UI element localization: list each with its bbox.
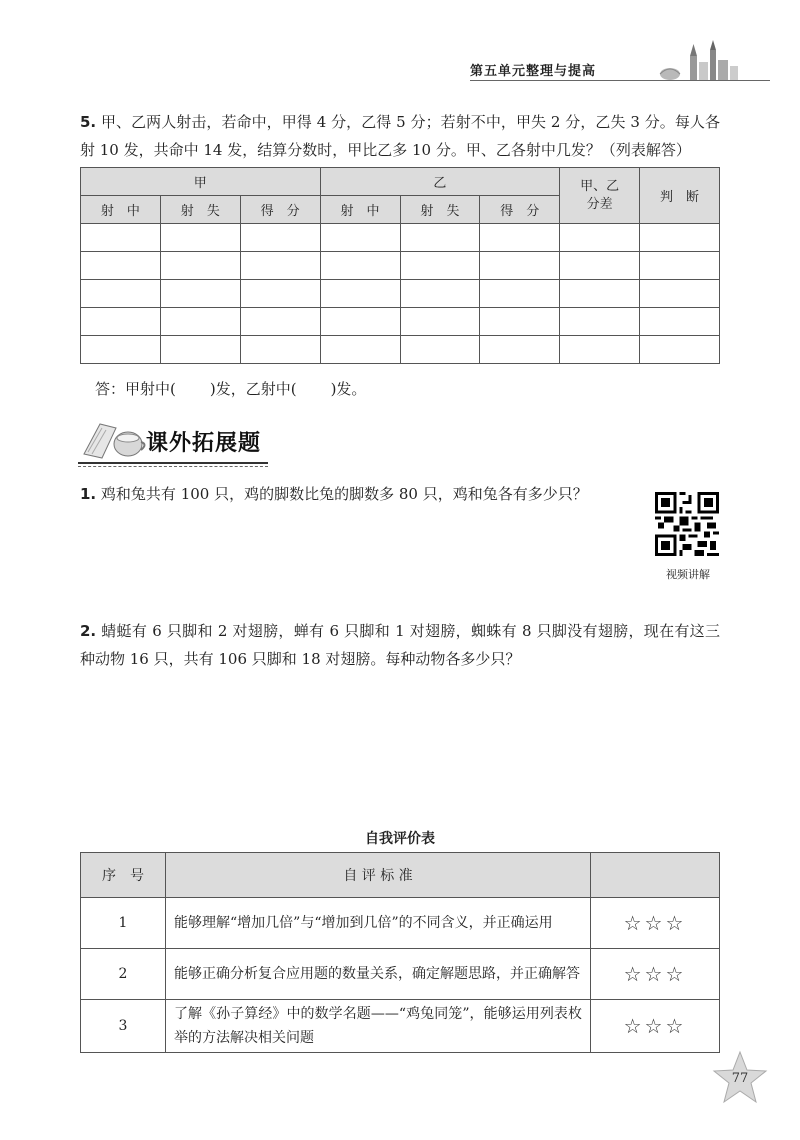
answer-cell[interactable]: [640, 280, 720, 308]
answer-cell[interactable]: [160, 336, 240, 364]
answer-cell[interactable]: [81, 308, 161, 336]
answer-cell[interactable]: [81, 252, 161, 280]
answer-cell[interactable]: [480, 308, 560, 336]
question-5-number: 5.: [80, 113, 97, 131]
answer-cell[interactable]: [320, 308, 400, 336]
answer-cell[interactable]: [560, 308, 640, 336]
answer-cell[interactable]: [81, 224, 161, 252]
answer-cell[interactable]: [640, 308, 720, 336]
answer-cell[interactable]: [480, 336, 560, 364]
table-row: [81, 280, 720, 308]
answer-cell[interactable]: [320, 224, 400, 252]
answer-cell[interactable]: [240, 252, 320, 280]
score-diff-header: [560, 168, 640, 224]
eval-header-number: 序 号: [81, 853, 166, 898]
answer-cell[interactable]: [320, 336, 400, 364]
answer-cell[interactable]: [400, 280, 480, 308]
extension-question-1-text: 鸡和兔共有 100 只，鸡的脚数比兔的脚数多 80 只，鸡和兔各有多少只？: [100, 485, 588, 503]
star-rating[interactable]: ☆☆☆: [591, 898, 720, 949]
extension-question-2-number: 2.: [80, 622, 97, 640]
eval-row-standard: 能够理解“增加几倍”与“增加到几倍”的不同含义，并正确运用: [166, 898, 591, 949]
table-row: [81, 1000, 720, 1053]
header-unit: 第五单元: [470, 63, 527, 79]
sub-header: 得 分: [480, 196, 560, 224]
answer-suffix: )发。: [330, 380, 367, 398]
sub-header: 射 中: [81, 196, 161, 224]
table-row: [81, 898, 720, 949]
self-eval-title: 自我评价表: [365, 831, 435, 847]
answer-cell[interactable]: [320, 280, 400, 308]
answer-cell[interactable]: [400, 252, 480, 280]
answer-cell[interactable]: [160, 224, 240, 252]
star-rating[interactable]: ☆☆☆: [591, 1000, 720, 1053]
question-5-text: 甲、乙两人射击，若命中，甲得 4 分，乙得 5 分；若射不中，甲失 2 分，乙失 3 分。每人各射 10 发，共命中 14 发，结算分数时，甲比乙多 10 分。甲、乙各射中几发？（列表解答）: [80, 113, 720, 159]
eval-row-number: 3: [81, 1000, 166, 1053]
group-b-header: 乙: [320, 168, 560, 196]
group-a-header: 甲: [81, 168, 321, 196]
eval-row-standard: 了解《孙子算经》中的数学名题——“鸡兔同笼”，能够运用列表枚举的方法解决相关问题: [166, 1000, 591, 1053]
answer-cell[interactable]: [81, 280, 161, 308]
sub-header: 射 中: [320, 196, 400, 224]
section-heading: [78, 418, 338, 466]
header-topic: 整理与提高: [526, 63, 597, 79]
answer-line: [95, 378, 366, 399]
eval-header-standard: 自 评 标 准: [166, 853, 591, 898]
answer-cell[interactable]: [480, 280, 560, 308]
score-diff-line1: 甲、乙: [580, 178, 620, 194]
section-title: 课外拓展题: [146, 431, 262, 456]
table-row: [81, 224, 720, 252]
table-row: [81, 252, 720, 280]
answer-cell[interactable]: [240, 280, 320, 308]
answer-cell[interactable]: [240, 336, 320, 364]
answer-cell[interactable]: [400, 336, 480, 364]
question-5: [80, 108, 720, 164]
eval-header-rating: [591, 853, 720, 898]
sub-header: 得 分: [240, 196, 320, 224]
page-number: 77: [731, 1071, 749, 1086]
answer-cell[interactable]: [640, 252, 720, 280]
qr-code-icon[interactable]: [655, 492, 719, 556]
answer-cell[interactable]: [240, 308, 320, 336]
eval-row-number: 1: [81, 898, 166, 949]
answer-cell[interactable]: [240, 224, 320, 252]
extension-question-2: [80, 617, 720, 673]
qr-caption: 视频讲解: [666, 568, 710, 581]
table-row: [81, 949, 720, 1000]
table-row: [81, 336, 720, 364]
answer-middle: )发，乙射中(: [209, 380, 297, 398]
answer-cell[interactable]: [560, 252, 640, 280]
score-diff-line2: 分差: [586, 196, 613, 212]
answer-cell[interactable]: [400, 308, 480, 336]
book-and-cup-icon: [78, 418, 148, 464]
extension-question-1: [80, 480, 640, 508]
building-illustration-icon: [650, 40, 740, 82]
answer-cell[interactable]: [560, 336, 640, 364]
answer-cell[interactable]: [320, 252, 400, 280]
answer-cell[interactable]: [640, 224, 720, 252]
answer-cell[interactable]: [480, 252, 560, 280]
answer-cell[interactable]: [81, 336, 161, 364]
star-rating[interactable]: ☆☆☆: [591, 949, 720, 1000]
extension-question-1-number: 1.: [80, 485, 97, 503]
answer-cell[interactable]: [160, 280, 240, 308]
answer-cell[interactable]: [560, 280, 640, 308]
self-eval-table: [80, 852, 720, 1053]
judge-header: 判 断: [640, 168, 720, 224]
answer-cell[interactable]: [160, 308, 240, 336]
sub-header: 射 失: [160, 196, 240, 224]
answer-cell[interactable]: [160, 252, 240, 280]
answer-cell[interactable]: [480, 224, 560, 252]
extension-question-2-text: 蜻蜓有 6 只脚和 2 对翅膀，蝉有 6 只脚和 1 对翅膀，蜘蛛有 8 只脚没有翅膀，现在有这三种动物 16 只，共有 106 只脚和 18 对翅膀。每种动物各多少只？: [80, 622, 720, 668]
answer-cell[interactable]: [400, 224, 480, 252]
answer-cell[interactable]: [640, 336, 720, 364]
answer-cell[interactable]: [560, 224, 640, 252]
answer-prefix: 答：甲射中(: [95, 380, 176, 398]
sub-header: 射 失: [400, 196, 480, 224]
table-row: [81, 308, 720, 336]
eval-row-standard: 能够正确分析复合应用题的数量关系，确定解题思路，并正确解答: [166, 949, 591, 1000]
eval-row-number: 2: [81, 949, 166, 1000]
shooting-table: [80, 167, 720, 364]
